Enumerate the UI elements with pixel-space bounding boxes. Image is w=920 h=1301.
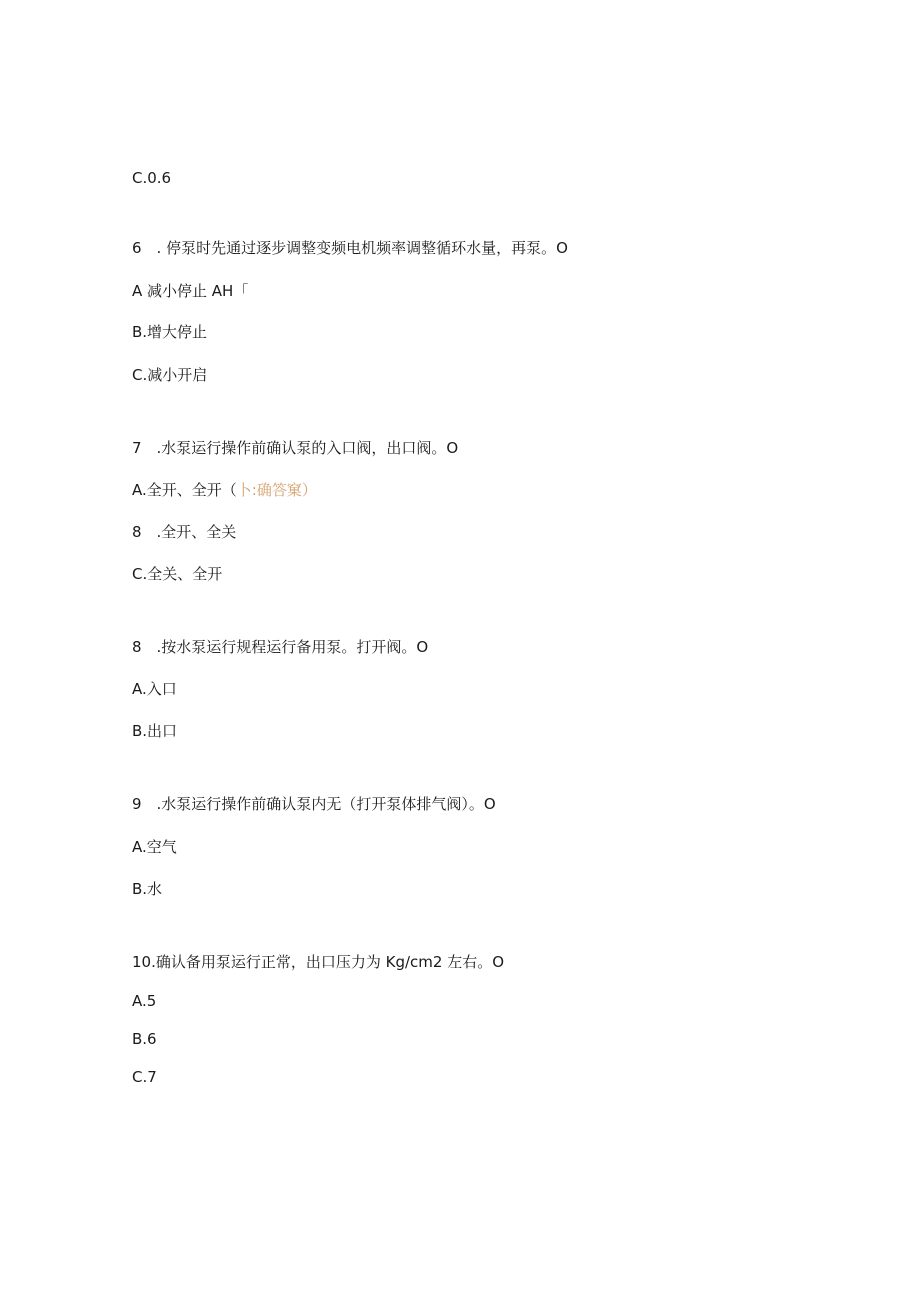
q10-option-a: A.5 [132,992,157,1010]
q7-option-a [132,480,317,500]
q10-option-c: C.7 [132,1068,157,1086]
question-10: 10.确认备用泵运行正常，出口压力为 Kg∕cm2 左右。O [132,953,505,971]
q6-option-b: B.增大停止 [132,323,208,341]
q7-option-a-text: A.全开、全开（ [132,481,237,499]
option-c-0-6: C.0.6 [132,169,172,187]
question-7: 7 .水泵运行操作前确认泵的入口阀，出口阀。O [132,439,459,457]
question-8: 8 .按水泵运行规程运行备用泵。打开阀。O [132,638,429,656]
q7-option-c: C.全关、全开 [132,565,223,583]
q8-option-b: B.出口 [132,722,178,740]
answer-note: 卜:确答窠） [236,481,317,499]
q10-option-b: B.6 [132,1030,157,1048]
q7-option-b: 8 .全开、全关 [132,523,237,541]
q6-option-c: C.减小开启 [132,366,208,384]
q6-option-a: A 减小停止 AH「 [132,282,249,300]
q8-option-a: A.入口 [132,680,177,698]
q9-option-a: A.空气 [132,838,177,856]
question-9: 9 .水泵运行操作前确认泵内无（打开泵体排气阀）。O [132,795,496,813]
q9-option-b: B.水 [132,880,163,898]
question-6: 6 . 停泵时先通过逐步调整变频电机频率调整循环水量，再泵。O [132,239,568,257]
